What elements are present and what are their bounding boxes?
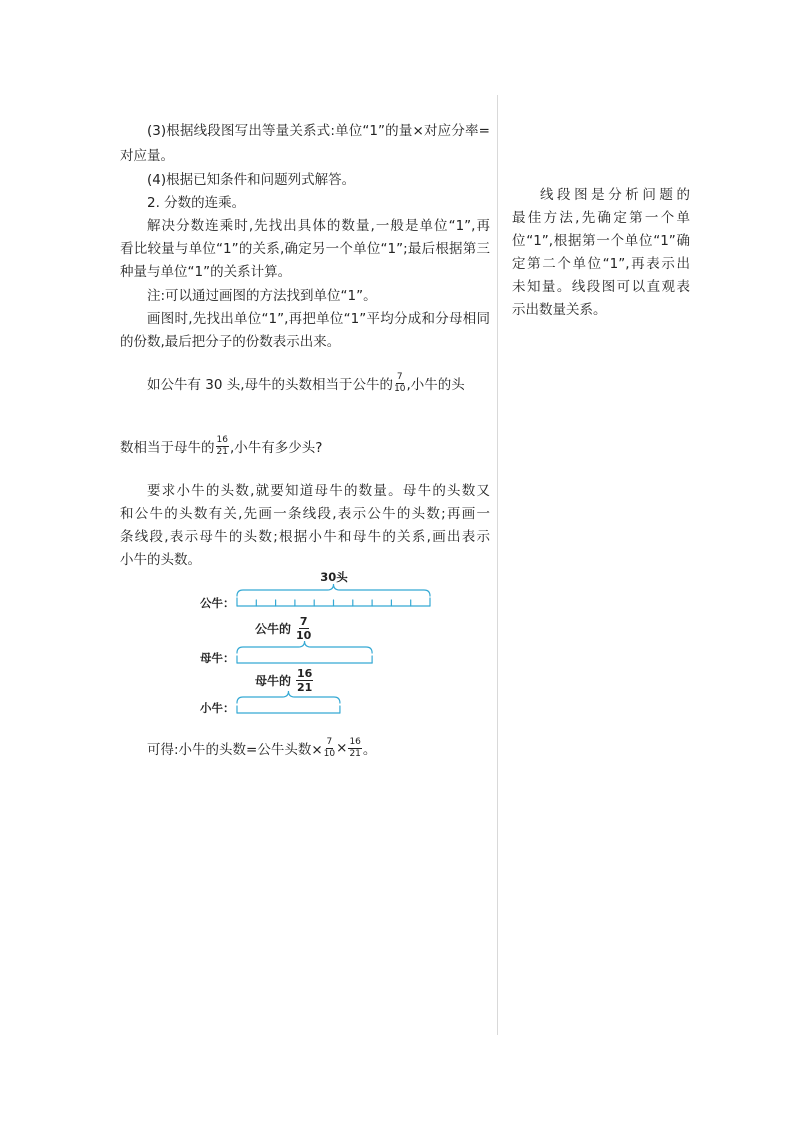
diagram-total-label: 30头 — [320, 570, 348, 584]
sidebar-note-line: 线段图是分析问题的 — [540, 187, 690, 203]
column-divider — [497, 95, 498, 1035]
segment-diagram — [230, 575, 440, 720]
result-text: 可得:小牛的头数=公牛头数× — [147, 742, 323, 758]
main-text-line: (4)根据已知条件和问题列式解答。 — [147, 172, 356, 188]
calf-caption-text: 母牛的 — [255, 673, 292, 688]
section-heading: 2. 分数的连乘。 — [147, 195, 246, 211]
fraction-numerator: 16 — [216, 434, 228, 445]
cow-caption-text: 公牛的 — [255, 621, 292, 636]
fraction-seven-tenths — [394, 373, 405, 394]
example-text: ,小牛的头 — [406, 377, 465, 393]
calf-row-label: 小牛： — [200, 701, 235, 715]
result-formula — [147, 734, 376, 762]
analysis-line: 和公牛的头数有关,先画一条线段,表示公牛的头数;再画一 — [120, 506, 490, 522]
main-text-line: 种量与单位“1”的关系计算。 — [120, 264, 292, 280]
main-text-line: (3)根据线段图写出等量关系式:单位“1”的量×对应分率= — [147, 123, 490, 139]
example-problem-line-2 — [120, 432, 322, 460]
main-text-line: 解决分数连乘时,先找出具体的数量,一般是单位“1”,再 — [147, 218, 490, 234]
bull-row-label: 公牛： — [200, 596, 235, 610]
fraction-numerator: 7 — [326, 736, 333, 747]
main-text-line: 画图时,先找出单位“1”,再把单位“1”平均分成和分母相同 — [147, 311, 490, 327]
main-text-line: 的份数,最后把分子的份数表示出来。 — [120, 334, 341, 350]
fraction-numerator: 7 — [396, 371, 403, 382]
cow-brace — [237, 641, 372, 653]
sidebar-note-line: 示出数量关系。 — [512, 302, 607, 318]
fraction-denominator: 10 — [296, 628, 312, 642]
analysis-line: 小牛的头数。 — [120, 552, 201, 568]
fraction-denominator: 10 — [394, 383, 406, 394]
fraction-denominator: 10 — [323, 748, 336, 759]
analysis-line: 条线段,表示母牛的头数;根据小牛和母牛的关系,画出表示 — [120, 529, 490, 545]
fraction-numerator: 16 — [297, 666, 313, 680]
example-text: ,小牛有多少头? — [229, 440, 323, 456]
bull-total-brace — [237, 584, 430, 596]
sidebar-note-line: 最佳方法,先确定第一个单 — [512, 210, 690, 226]
sidebar-note-line: 定第二个单位“1”,再表示出 — [512, 256, 690, 272]
calf-brace — [237, 691, 340, 703]
fraction-denominator: 21 — [216, 446, 228, 457]
times-sign: × — [336, 740, 348, 756]
fraction-denominator: 21 — [297, 680, 313, 694]
example-problem-line-1 — [147, 369, 465, 397]
example-text: 如公牛有 30 头,母牛的头数相当于公牛的 — [147, 377, 394, 393]
fraction-numerator: 16 — [349, 736, 361, 747]
note-line: 注:可以通过画图的方法找到单位“1”。 — [147, 288, 377, 304]
example-text: 数相当于母牛的 — [120, 440, 215, 456]
sidebar-note-line: 位“1”,根据第一个单位“1”确 — [512, 233, 690, 249]
cow-row-label: 母牛： — [200, 651, 235, 665]
fraction-sixteen-twentyfirsts — [216, 436, 229, 457]
result-end-punctuation: 。 — [362, 742, 377, 758]
result-fraction-sixteen-twentyfirsts — [348, 738, 361, 759]
fraction-numerator: 7 — [299, 614, 308, 628]
main-text-line: 对应量。 — [120, 148, 174, 164]
fraction-denominator: 21 — [349, 748, 361, 759]
main-text-line: 看比较量与单位“1”的关系,确定另一个单位“1”;最后根据第三 — [120, 241, 490, 257]
sidebar-note-line: 未知量。线段图可以直观表 — [512, 279, 690, 295]
analysis-line: 要求小牛的头数,就要知道母牛的数量。母牛的头数又 — [147, 483, 490, 499]
result-fraction-seven-tenths — [324, 738, 335, 759]
